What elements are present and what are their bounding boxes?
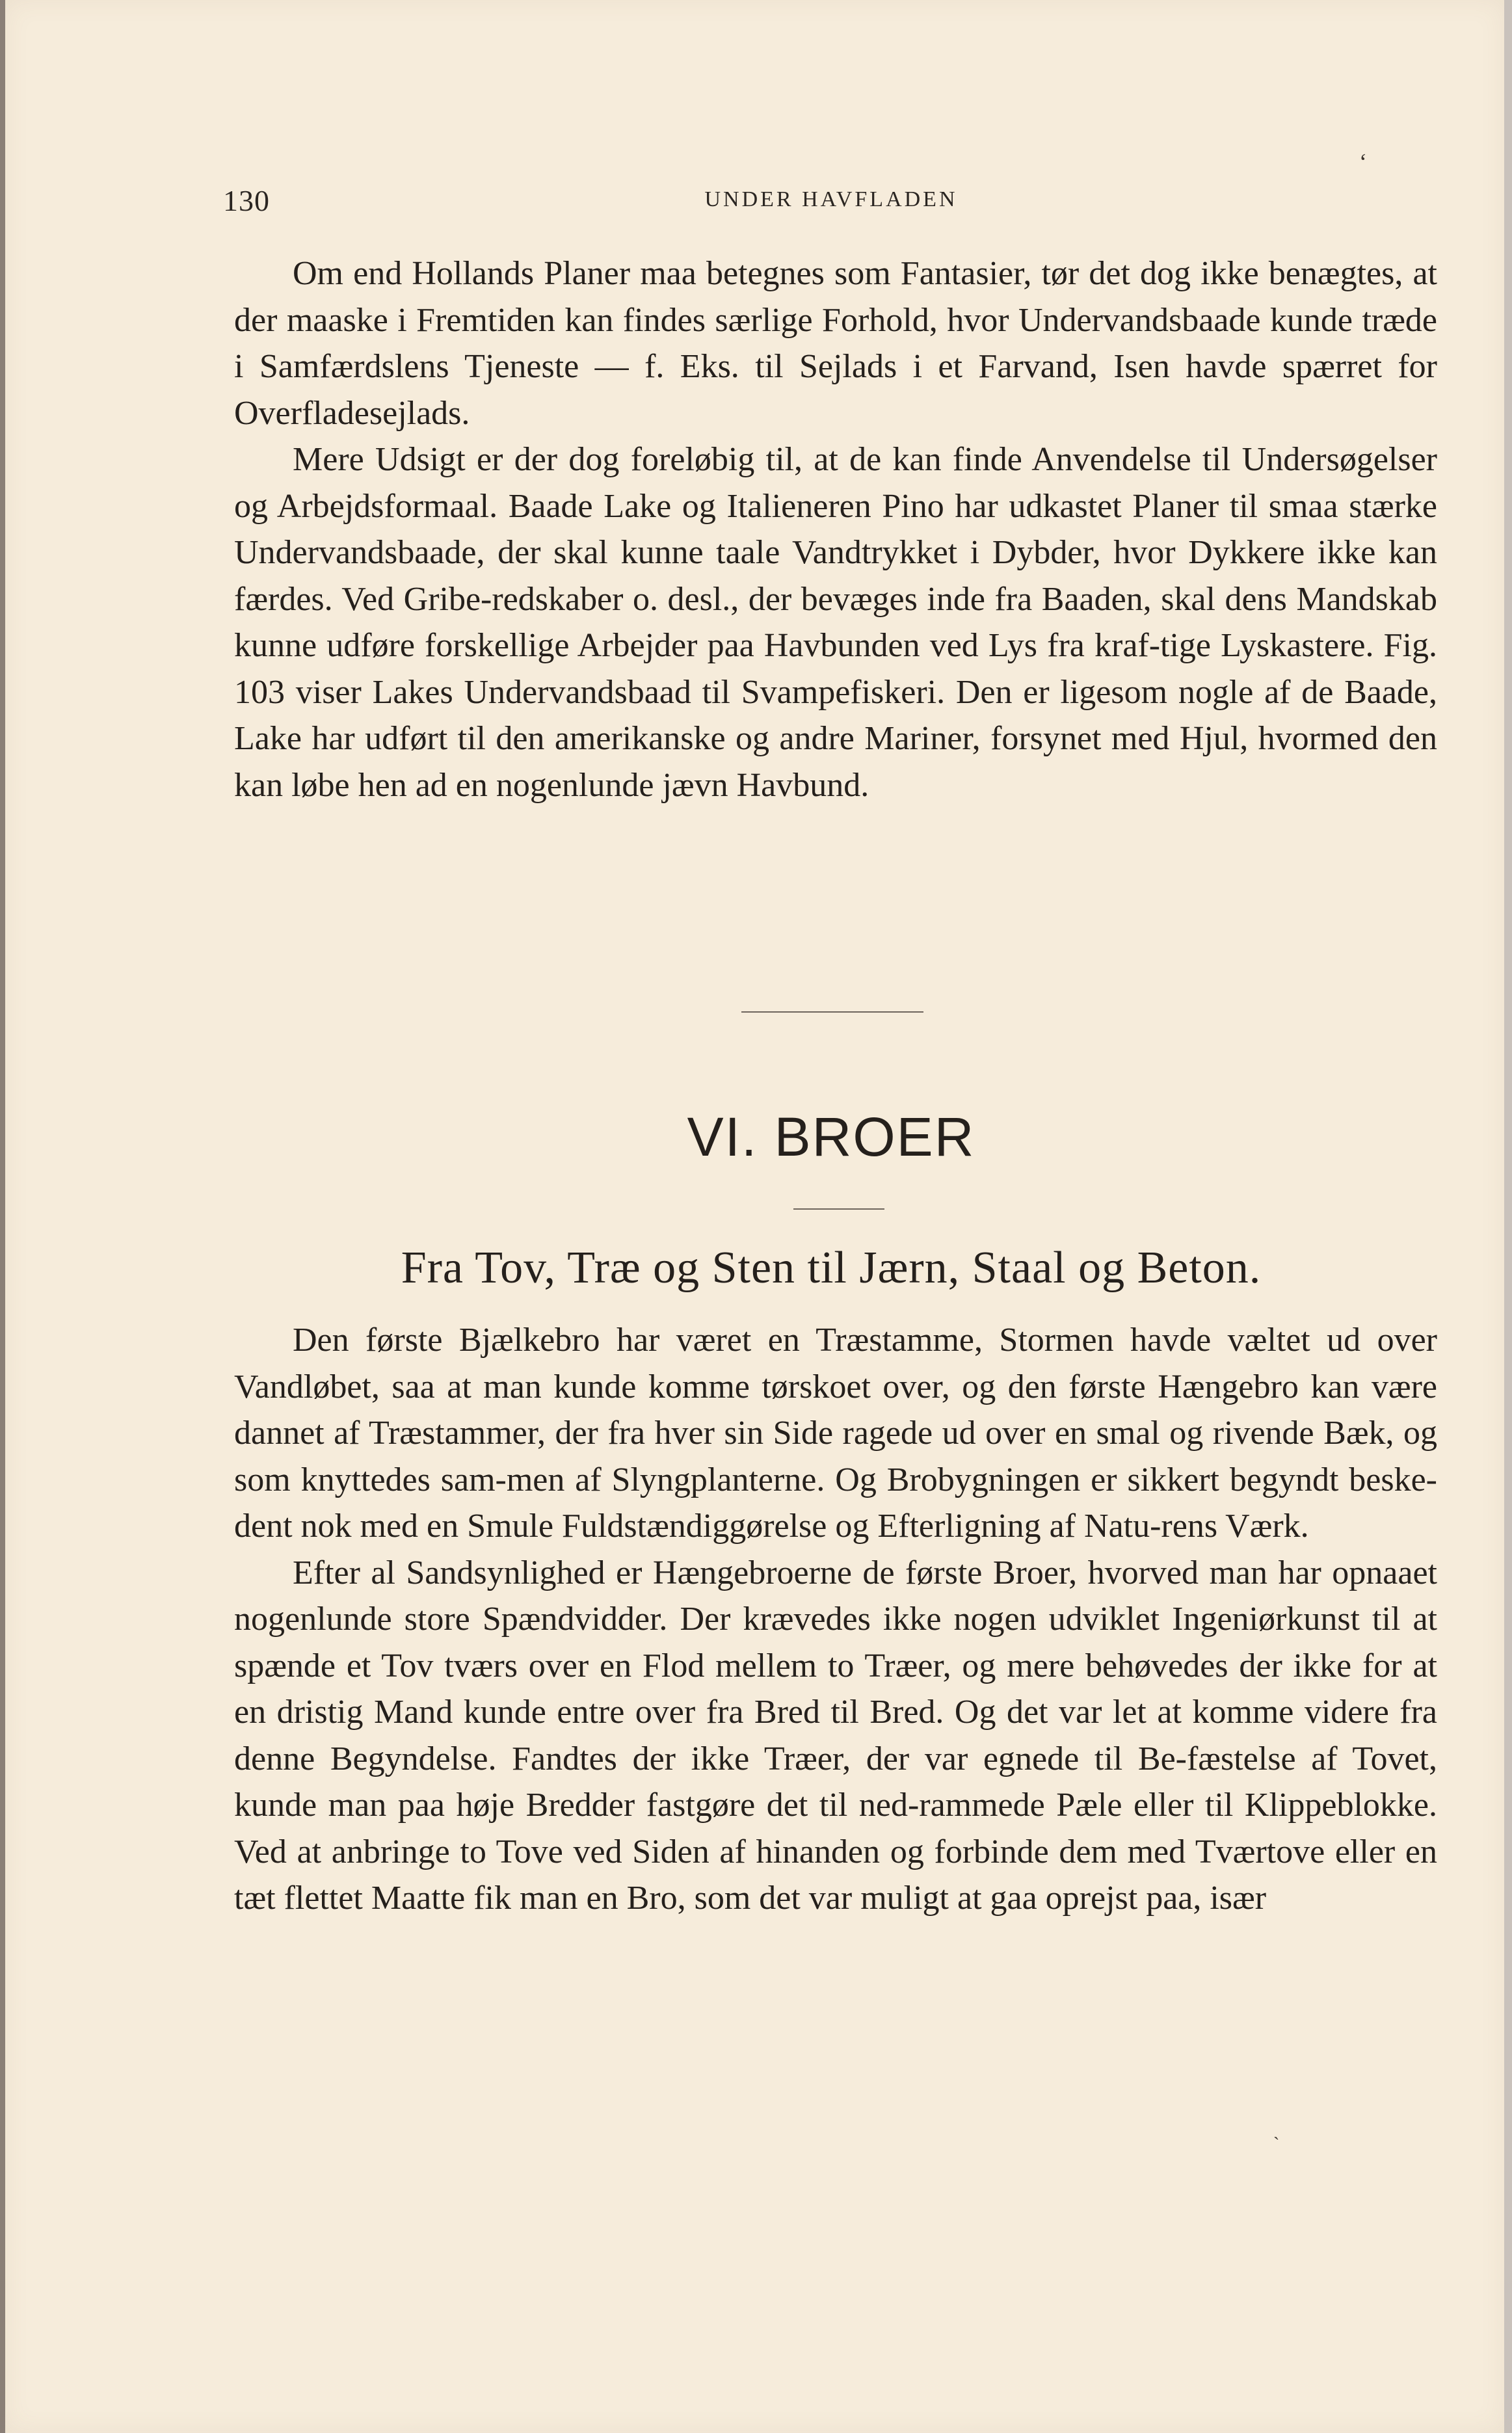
section-divider (741, 1011, 923, 1013)
scan-edge-left (0, 0, 5, 2433)
paragraph: Den første Bjælkebro har været en Træstamme, Stormen havde væltet ud over Vandløbet, saa at man kunde komme tørskoet over, og den første Hængebro kan være dannet af Træstammer, der fra hver sin Side ragede ud over en smal og rivende Bæk, og som knyttedes sam-men af Slyngplanterne. Og Brobygningen er sikkert begyndt beske-dent nok med en Smule Fuldstændiggørelse og Efterligning af Natu-rens Værk. (234, 1322, 1437, 1545)
section-one-text (234, 250, 1437, 808)
chapter-subtitle: Fra Tov, Træ og Sten til Jærn, Staal og Beton. (401, 1243, 1262, 1293)
paragraph: Mere Udsigt er der dog foreløbig til, at de kan finde Anvendelse til Undersøgelser og Arbejdsformaal. Baade Lake og Italieneren Pino har udkastet Planer til smaa stærke Undervandsbaade, der skal kunne taale Vandtrykket i Dybder, hvor Dykkere ikke kan færdes. Ved Gribe-redskaber o. desl., der bevæges inde fra Baaden, skal dens Mandskab kunne udføre forskellige Arbejder paa Havbunden ved Lys fra kraf-tige Lyskastere. Fig. 103 viser Lakes Undervandsbaad til Svampefiskeri. Den er ligesom nogle af de Baade, Lake har udført til den amerikanske og andre Mariner, forsynet med Hjul, hvormed den kan løbe hen ad en nogenlunde jævn Havbund. (234, 441, 1437, 804)
page-number: 130 (223, 184, 270, 217)
ink-speck: ʻ (1359, 149, 1367, 175)
running-head (223, 183, 1439, 222)
book-page (5, 0, 1504, 2433)
chapter-text (234, 1317, 1437, 1922)
ink-speck: ˎ (1273, 2120, 1280, 2140)
chapter-title: VI. BROER (687, 1106, 975, 1167)
title-divider (793, 1208, 884, 1210)
scan-edge-right (1504, 0, 1512, 2433)
running-title: UNDER HAVFLADEN (704, 187, 958, 211)
paragraph: Om end Hollands Planer maa betegnes som Fantasier, tør det dog ikke benægtes, at der maaske i Fremtiden kan findes særlige Forhold, hvor Undervandsbaade kunde træde i Samfærdslens Tjeneste — f. Eks. til Sejlads i et Farvand, Isen havde spærret for Overfladesejlads. (234, 255, 1437, 432)
paragraph: Efter al Sandsynlighed er Hængebroerne de første Broer, hvorved man har opnaaet nogenlunde store Spændvidder. Der krævedes ikke nogen udviklet Ingeniørkunst til at spænde et Tov tværs over en Flod mellem to Træer, og mere behøvedes der ikke for at en dristig Mand kunde entre over fra Bred til Bred. Og det var let at komme videre fra denne Begyndelse. Fandtes der ikke Træer, der var egnede til Be-fæstelse af Tovet, kunde man paa høje Bredder fastgøre det til ned-rammede Pæle eller til Klippeblokke. Ved at anbringe to Tove ved Siden af hinanden og forbinde dem med Tværtove eller en tæt flettet Maatte fik man en Bro, som det var muligt at gaa oprejst paa, især (234, 1554, 1437, 1917)
